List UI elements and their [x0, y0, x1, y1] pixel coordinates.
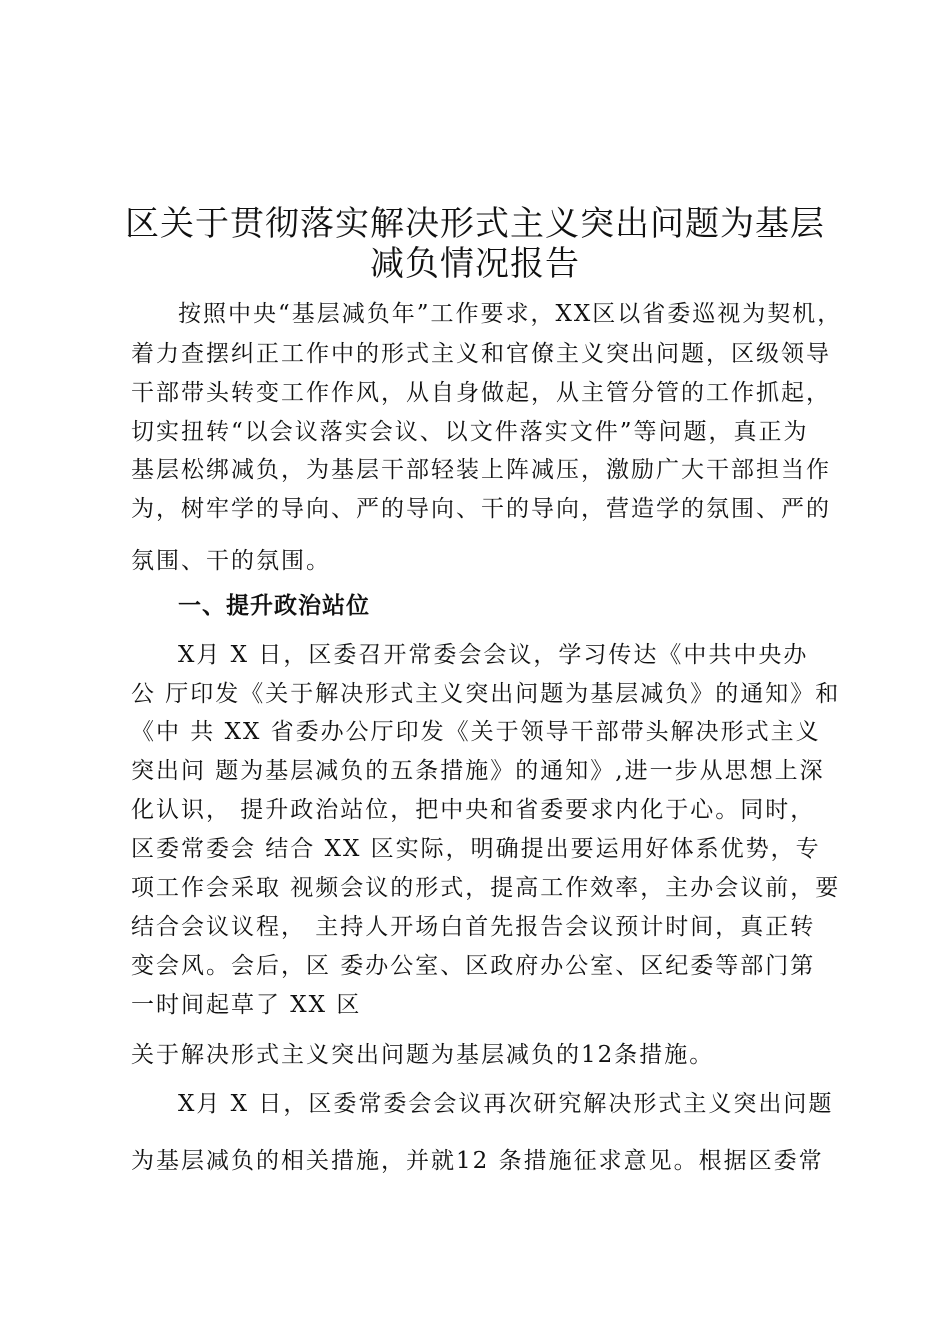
intro-line-7: 氛围、干的氛围。 [131, 548, 331, 574]
section1-line-2: 公 厅印发《关于解决形式主义突出问题为基层减负》的通知》和 [131, 681, 841, 707]
intro-line-4: 切实扭转“以会议落实会议、以文件落实文件”等问题，真正为 [131, 419, 809, 445]
section1-line-6: 区委常委会 结合 XX 区实际，明确提出要运用好体系优势，专 [131, 836, 821, 862]
section-heading: 一、提升政治站位 [178, 593, 370, 619]
document-title-line-1: 区关于贯彻落实解决形式主义突出问题为基层 [125, 204, 825, 244]
section1-line-8: 结合会议议程， 主持人开场白首先报告会议预计时间，真正转 [131, 914, 816, 940]
section1-tail-line: 关于解决形式主义突出问题为基层减负的12条措施。 [131, 1042, 715, 1068]
intro-line-3: 干部带头转变工作作风，从自身做起，从主管分管的工作抓起， [131, 380, 831, 406]
section1-para2-line-2: 为基层减负的相关措施，并就12 条措施征求意见。根据区委常 [131, 1148, 824, 1174]
document-title-line-2: 减负情况报告 [370, 244, 580, 284]
intro-line-6: 为，树牢学的导向、严的导向、干的导向，营造学的氛围、严的 [131, 496, 831, 522]
section1-line-1: X月 X 日，区委召开常委会会议，学习传达《中共中央办 [178, 642, 809, 668]
section1-line-4: 突出问 题为基层减负的五条措施》的通知》,进一步从思想上深 [131, 758, 825, 784]
section1-line-3: 《中 共 XX 省委办公厅印发《关于领导干部带头解决形式主义 [131, 719, 821, 745]
intro-line-1: 按照中央“基层减负年”工作要求，XX区以省委巡视为契机， [178, 301, 843, 327]
section1-para2-line-1: X月 X 日，区委常委会会议再次研究解决形式主义突出问题 [178, 1091, 834, 1117]
intro-line-2: 着力查摆纠正工作中的形式主义和官僚主义突出问题，区级领导 [131, 341, 831, 367]
section1-line-9: 变会风。会后，区 委办公室、区政府办公室、区纪委等部门第 [131, 953, 816, 979]
section1-line-5: 化认识， 提升政治站位，把中央和省委要求内化于心。同时， [131, 797, 816, 823]
section1-line-7: 项工作会采取 视频会议的形式，提高工作效率，主办会议前，要 [131, 875, 841, 901]
intro-line-5: 基层松绑减负，为基层干部轻装上阵减压，激励广大干部担当作 [131, 457, 831, 483]
section1-line-10: 一时间起草了 XX 区 [131, 992, 362, 1018]
